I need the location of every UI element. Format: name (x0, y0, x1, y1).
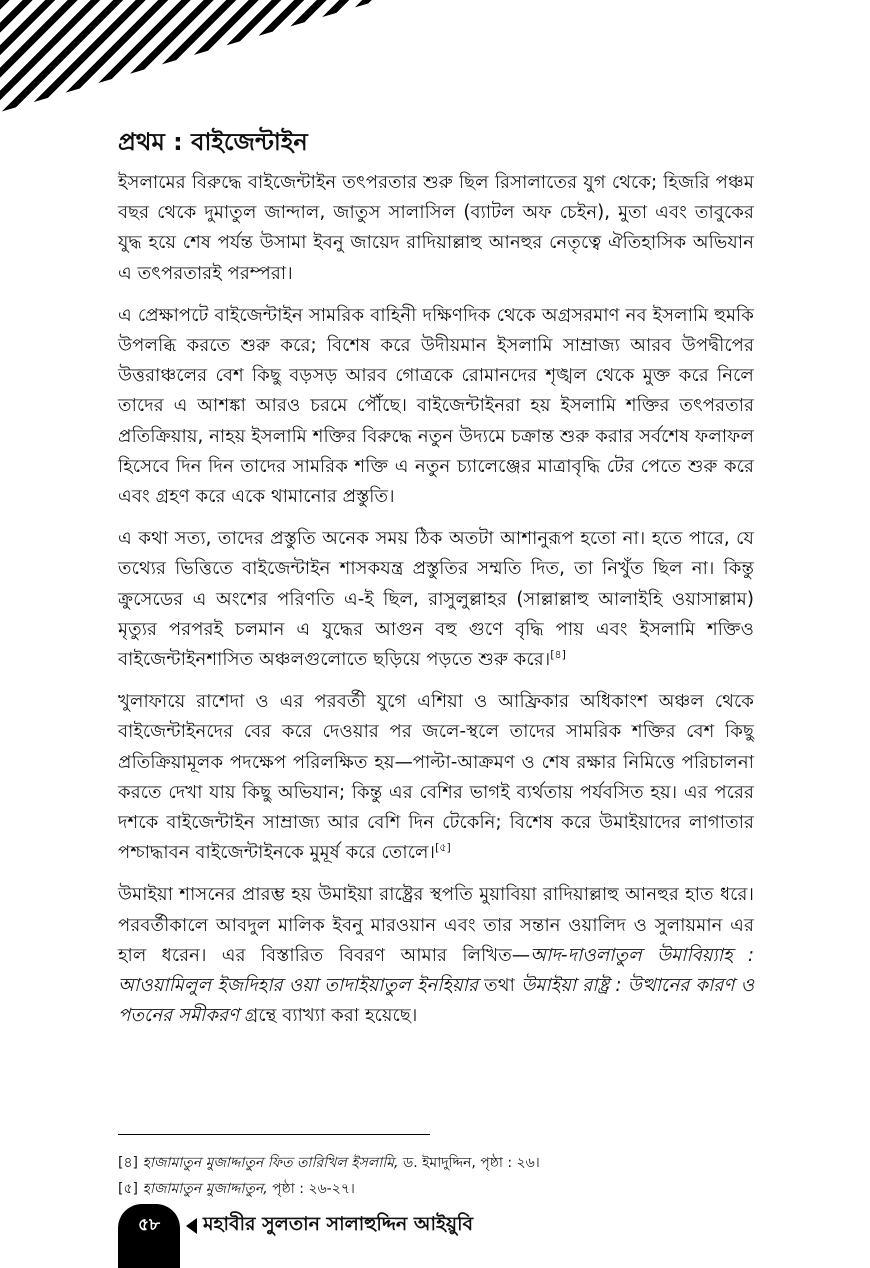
paragraph-5-start: উমাইয়া শাসনের প্রারম্ভ হয় উমাইয়া রাষ্ট্রের স্থপতি মুয়াবিয়া রাদিয়াল্লাহু আনহুর হাত ধরে। পরবর্তীকালে আবদুল মালিক ইবনু মারওয়ান এবং তার সন্তান ওয়ালিদ ও সুলায়মান এর হাল ধরেন। এর বিস্তারিত বিবরণ আমার লিখিত— (118, 884, 754, 966)
footnote-4-rest: ড. ইমাদুদ্দিন, পৃষ্ঠা : ২৬। (398, 1155, 540, 1171)
paragraph-3 (118, 524, 754, 675)
footnote-4 (118, 1150, 758, 1176)
footnote-ref-4: [৪] (550, 647, 566, 661)
footnote-5-rest: পৃষ্ঠা : ২৬-২৭। (267, 1181, 355, 1197)
decorative-stripes (0, 0, 380, 112)
footnote-5-number: [৫] (118, 1181, 139, 1197)
footnotes (118, 1150, 758, 1202)
book-title-bengali: উমাইয়া রাষ্ট্র : উত্থানের কারণ ও পতনের সমীকরণ (118, 975, 754, 1027)
paragraph-5-mid: তথা (477, 975, 522, 997)
footnote-divider (118, 1134, 430, 1135)
triangle-left-icon (186, 1218, 197, 1234)
section-heading: প্রথম : বাইজেন্টাইন (118, 128, 308, 156)
paragraph-5-end: গ্রন্থে ব্যাখ্যা করা হয়েছে। (239, 1005, 418, 1027)
footnote-4-number: [৪] (118, 1155, 139, 1171)
paragraph-4 (118, 687, 754, 868)
paragraph-3-text: এ কথা সত্য, তাদের প্রস্তুতি অনেক সময় ঠিক অতটা আশানুরূপ হতো না। হতে পারে, যে তথ্যের ভিত্তিতে বাইজেন্টাইন শাসকযন্ত্র প্রস্তুতির সম্মতি দিত, তা নিখুঁত ছিল না। কিন্তু ক্রুসেডের এ অংশের পরিণতি এ-ই ছিল, রাসুলুল্লাহর (সাল্লাল্লাহু আলাইহি ওয়াসাল্লাম) মৃত্যুর পরপরই চলমান এ যুদ্ধের আগুন বহু গুণে বৃদ্ধি পায় এবং ইসলামি শক্তিও বাইজেন্টাইনশাসিত অঞ্চলগুলোতে ছড়িয়ে পড়তে শুরু করে। (118, 528, 754, 671)
paragraph-1: ইসলামের বিরুদ্ধে বাইজেন্টাইন তৎপরতার শুরু ছিল রিসালাতের যুগ থেকে; হিজরি পঞ্চম বছর থেকে দুমাতুল জান্দাল, জাতুস সালাসিল (ব্যাটল অফ চেইন), মুতা এবং তাবুকের যুদ্ধ হয়ে শেষ পর্যন্ত উসামা ইবনু জায়েদ রাদিয়াল্লাহু আনহুর নেতৃত্বে ঐতিহাসিক অভিযান এ তৎপরতারই পরম্পরা। (118, 172, 754, 284)
page-number: ৫৮ (137, 1215, 161, 1235)
paragraph-4-text: খুলাফায়ে রাশেদা ও এর পরবর্তী যুগে এশিয়া ও আফ্রিকার অধিকাংশ অঞ্চল থেকে বাইজেন্টাইনদের বের করে দেওয়ার পর জলে-স্থলে তাদের সামরিক শক্তির বেশ কিছু প্রতিক্রিয়ামূলক পদক্ষেপ পরিলক্ষিত হয়—পাল্টা-আক্রমণ ও শেষ রক্ষার নিমিত্তে পরিচালনা করতে দেখা যায় কিছু অভিযান; কিন্তু এর বেশির ভাগই ব্যর্থতায় পর্যবসিত হয়। এর পরের দশকে বাইজেন্টাইন সাম্রাজ্য আর বেশি দিন টেকেনি; বিশেষ করে উমাইয়াদের লাগাতার পশ্চাদ্ধাবন বাইজেন্টাইনকে মুমূর্ষ করে তোলে। (118, 691, 754, 864)
footnote-5 (118, 1176, 758, 1202)
book-title-arabic: আদ-দাওলাতুল উমাবিয়্যাহ : আওয়ামিলুল ইজদিহার ওয়া তাদাইয়াতুল ইনহিয়ার (118, 944, 754, 997)
paragraph-5 (118, 880, 754, 1031)
body-text (118, 168, 754, 1043)
page-number-tab (118, 1204, 180, 1268)
footnote-ref-5: [৫] (435, 841, 451, 855)
footnote-4-title: হাজামাতুন মুজাদ্দাতুন ফিত তারিখিল ইসলামি, (142, 1155, 399, 1171)
footnote-5-title: হাজামাতুন মুজাদ্দাতুন, (142, 1181, 268, 1197)
paragraph-2: এ প্রেক্ষাপটে বাইজেন্টাইন সামরিক বাহিনী দক্ষিণদিক থেকে অগ্রসরমাণ নব ইসলামি হুমকি উপলব্ধি করতে শুরু করে; বিশেষ করে উদীয়মান ইসলামি সাম্রাজ্য আরব উপদ্বীপের উত্তরাঞ্চলের বেশ কিছু বড়সড় আরব গোত্রকে রোমানদের শৃঙ্খল থেকে মুক্ত করে নিলে তাদের এ আশঙ্কা আরও চরমে পৌঁছে। বাইজেন্টাইনরা হয় ইসলামি শক্তির তৎপরতার প্রতিক্রিয়ায়, নাহয় ইসলামি শক্তির বিরুদ্ধে নতুন উদ্যমে চক্রান্ত শুরু করার সর্বশেষ ফলাফল হিসেবে দিন দিন তাদের সামরিক শক্তি এ নতুন চ্যালেঞ্জের মাত্রাবৃদ্ধি টের পেতে শুরু করে এবং গ্রহণ করে একে থামানোর প্রস্তুতি। (118, 304, 754, 508)
running-footer-title: মহাবীর সুলতান সালাহুদ্দিন আইয়ুবি (203, 1213, 474, 1235)
